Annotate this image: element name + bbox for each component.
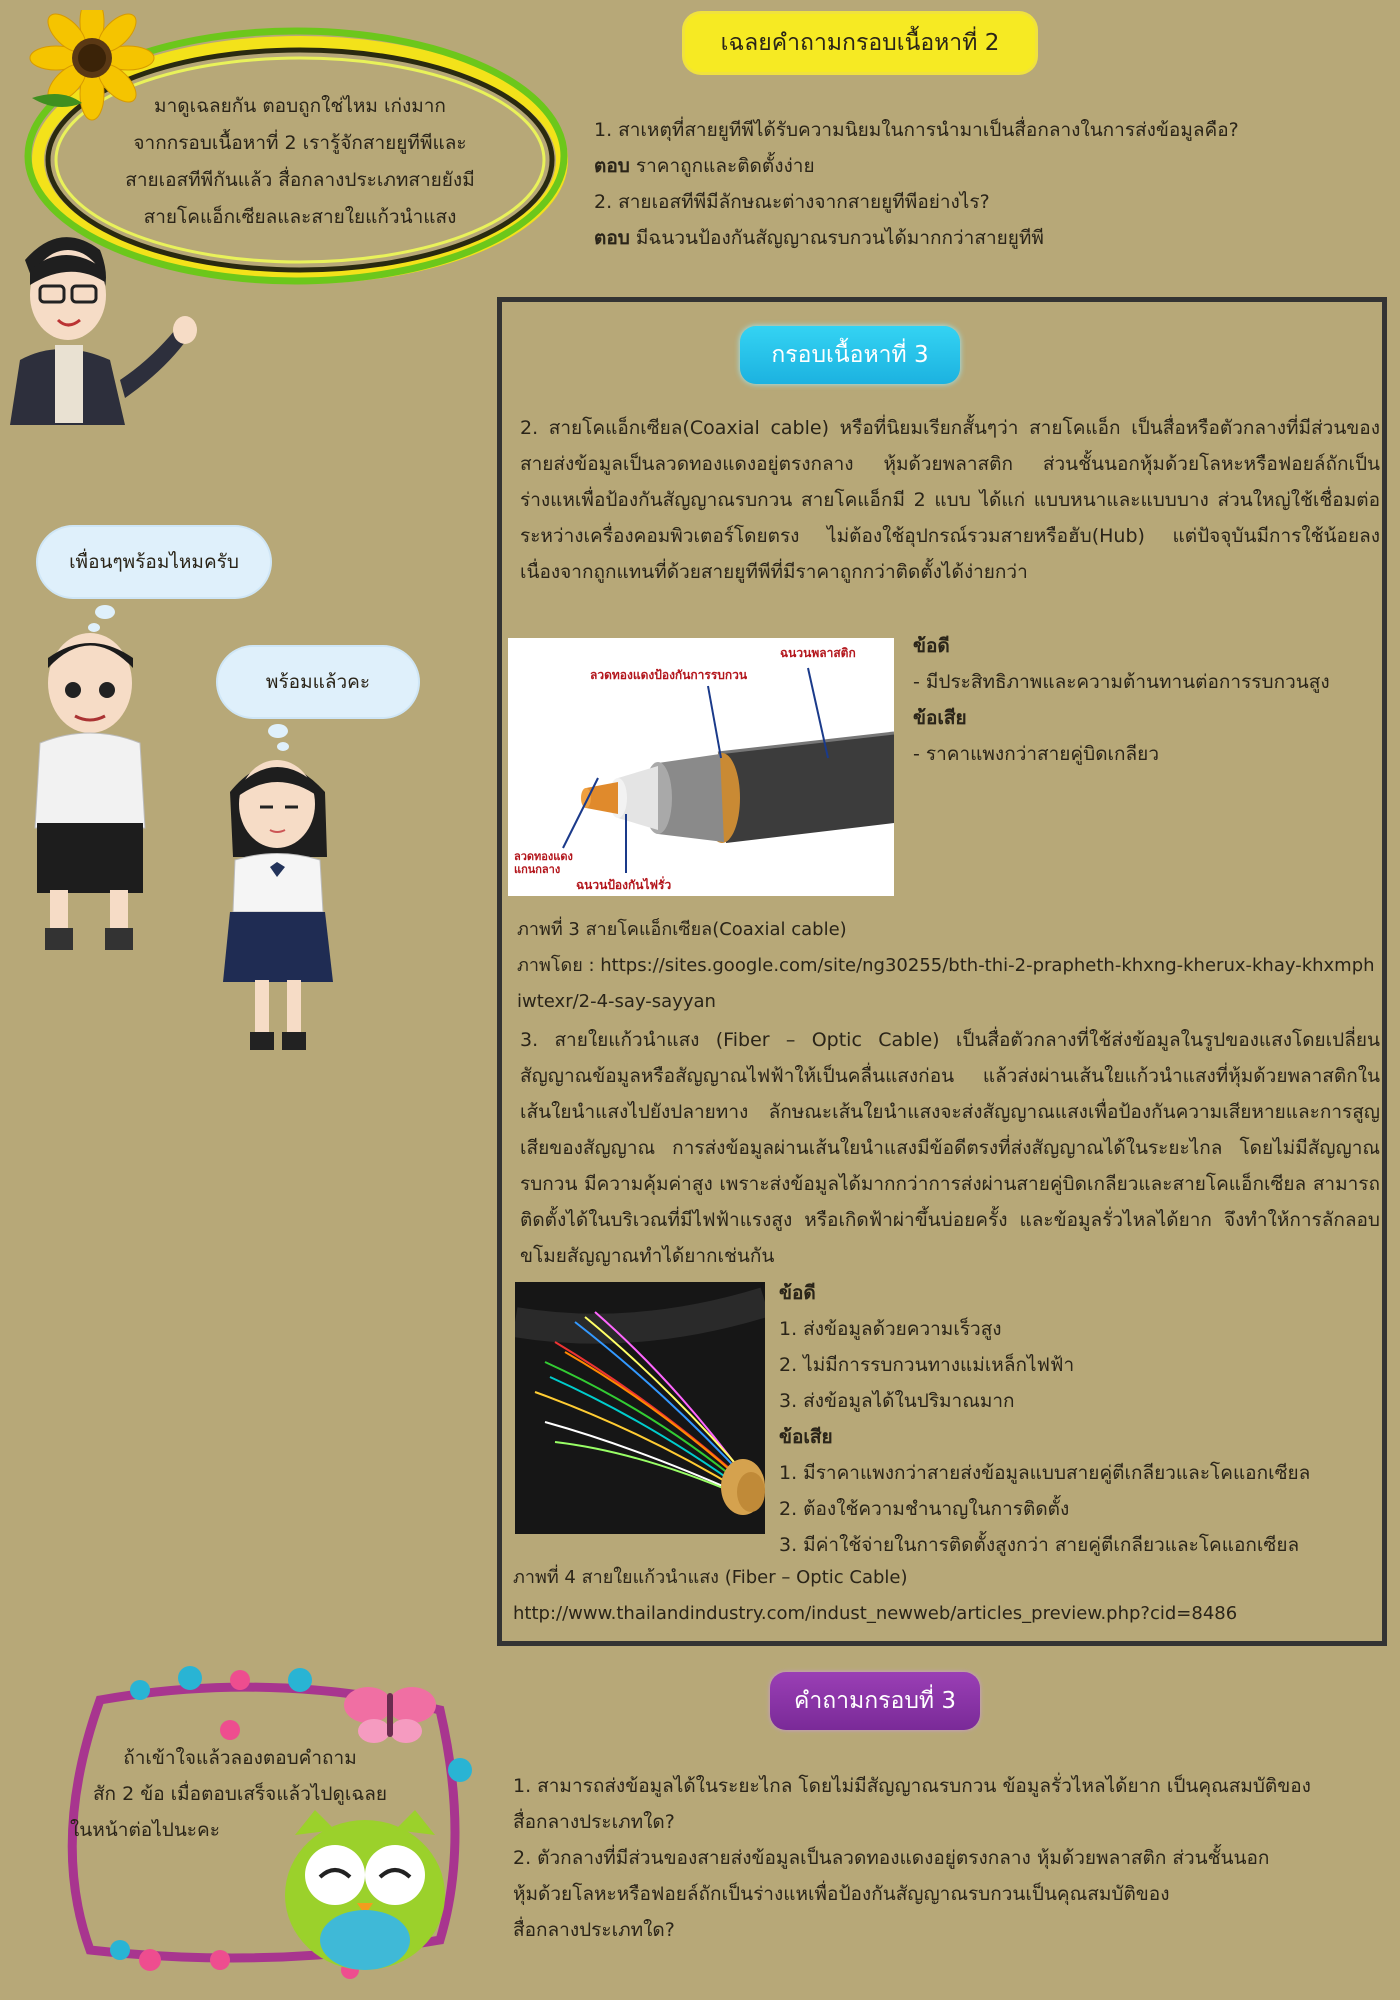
- fiber-caption-block: [513, 1560, 1383, 1632]
- teacher-line-2: จากกรอบเนื้อหาที่ 2 เรารู้จักสายยูทีพีและ: [133, 132, 467, 154]
- boy-student-avatar: [15, 628, 165, 958]
- fiber-pros-cons: [779, 1275, 1389, 1563]
- question-2-line-3: สื่อกลางประเภทใด?: [513, 1919, 675, 1941]
- coax-pros-cons: [913, 628, 1383, 772]
- girl-student-avatar: [215, 742, 345, 1057]
- answer-1-row: [594, 148, 1384, 184]
- coaxial-cable-image: [508, 638, 894, 896]
- coax-label-core: ลวดทองแดง แกนกลาง: [514, 850, 573, 876]
- fiber-credit[interactable]: http://www.thailandindustry.com/indust_newweb/articles_preview.php?cid=8486: [513, 1603, 1238, 1624]
- coax-caption: ภาพที่ 3 สายโคแอ็กเซียล(Coaxial cable): [517, 919, 847, 940]
- answer-2-label: ตอบ: [594, 227, 630, 249]
- fiber-pro-2: 2. ไม่มีการรบกวนทางแม่เหล็กไฟฟ้า: [779, 1354, 1075, 1376]
- girl-speech-cloud: [218, 647, 418, 717]
- answers-section-title: เฉลยคำถามกรอบเนื้อหาที่ 2: [685, 14, 1035, 72]
- butterfly-icon: [344, 1687, 436, 1743]
- coax-label-outer: ฉนวนพลาสติก: [780, 646, 856, 660]
- answer-1-text: ราคาถูกและติดตั้งง่าย: [635, 155, 815, 177]
- teacher-line-4: สายโคแอ็กเซียลและสายใยแก้วนำแสง: [143, 206, 457, 228]
- coax-cons-text: - ราคาแพงกว่าสายคู่บิดเกลียว: [913, 743, 1159, 765]
- answer-question-2: 2. สายเอสทีพีมีลักษณะต่างจากสายยูทีพีอย่างไร?: [594, 191, 990, 213]
- fiber-pro-3: 3. ส่งข้อมูลได้ในปริมาณมาก: [779, 1390, 1015, 1412]
- answer-1-label: ตอบ: [594, 155, 630, 177]
- fiber-con-2: 2. ต้องใช้ความชำนาญในการติดตั้ง: [779, 1498, 1070, 1520]
- boy-speech-text: เพื่อนๆพร้อมไหมครับ: [69, 551, 239, 573]
- fiber-paragraph: 3. สายใยแก้วนำแสง (Fiber – Optic Cable) เป็นสื่อตัวกลางที่ใช้ส่งข้อมูลในรูปของแสงโดยเปลี่ยนสัญญาณข้อมูลหรือสัญญาณไฟฟ้าให้เป็นคลื่นแสงก่อน แล้วส่งผ่านเส้นใยแก้วนำแสงที่หุ้มด้วยพลาสติกในเส้นใยนำแสงไปยังปลายทาง ลักษณะเส้นใยนำแสงจะส่งสัญญาณแสงเพื่อป้องกันความเสียหายและการสูญเสียของสัญญาณ การส่งข้อมูลผ่านเส้นใยนำแสงมีข้อดีตรงที่ส่งสัญญาณได้ในระยะไกล โดยไม่มีสัญญาณรบกวน มีความคุ้มค่าสูง เพราะส่งข้อมูลได้มากกว่าการส่งผ่านสายคู่บิดเกลียวและสายโคแอ็กเซียล สามารถติดตั้งได้ในบริเวณที่มีไฟฟ้าแรงสูง หรือเกิดฟ้าผ่าขึ้นบ่อยครั้ง และข้อมูลรั่วไหลได้ยาก จึงทำให้การลักลอบขโมยสัญญาณทำได้ยากเช่นกัน: [520, 1029, 1380, 1267]
- questions-block: [513, 1768, 1393, 1948]
- girl-cloud-tail-1: [268, 724, 288, 738]
- fiber-pros-label: ข้อดี: [779, 1282, 816, 1304]
- content-frame-title: กรอบเนื้อหาที่ 3: [740, 326, 960, 384]
- coax-caption-block: [517, 912, 1377, 1020]
- owl-note-line-3: ในหน้าต่อไปนะคะ: [70, 1819, 220, 1841]
- answer-2-row: [594, 220, 1384, 256]
- owl-note-line-1: ถ้าเข้าใจแล้วลองตอบคำถาม: [123, 1747, 357, 1769]
- owl-note-text: [60, 1740, 420, 1848]
- boy-cloud-tail-1: [95, 605, 115, 619]
- coax-cons-label: ข้อเสีย: [913, 707, 967, 729]
- questions-section-title: คำถามกรอบที่ 3: [770, 1672, 980, 1730]
- teacher-speech-text: [80, 88, 520, 236]
- question-2-line-1: 2. ตัวกลางที่มีส่วนของสายส่งข้อมูลเป็นลวดทองแดงอยู่ตรงกลาง หุ้มด้วยพลาสติก ส่วนชั้นนอก: [513, 1847, 1270, 1869]
- teacher-line-3: สายเอสทีพีกันแล้ว สื่อกลางประเภทสายยังมี: [125, 169, 475, 191]
- coax-credit[interactable]: ภาพโดย : https://sites.google.com/site/ng30255/bth-thi-2-prapheth-khxng-kherux-khay-khxmphiwtexr/2-4-say-sayyan: [517, 955, 1375, 1012]
- question-2-line-2: หุ้มด้วยโลหะหรือฟอยล์ถักเป็นร่างแหเพื่อป้องกันสัญญาณรบกวนเป็นคุณสมบัติของ: [513, 1883, 1170, 1905]
- coax-label-insulator: ฉนวนป้องกันไฟรั่ว: [576, 878, 672, 892]
- answer-question-1: 1. สาเหตุที่สายยูทีพีได้รับความนิยมในการนำมาเป็นสื่อกลางในการส่งข้อมูลคือ?: [594, 119, 1239, 141]
- coax-paragraph: 2. สายโคแอ็กเซียล(Coaxial cable) หรือที่นิยมเรียกสั้นๆว่า สายโคแอ็ก เป็นสื่อหรือตัวกลางที่มีส่วนของสายส่งข้อมูลเป็นลวดทองแดงอยู่ตรงกลาง หุ้มด้วยพลาสติก ส่วนชั้นนอกหุ้มด้วยโลหะหรือฟอยล์ถักเป็นร่างแหเพื่อป้องกันสัญญาณรบกวน สายโคแอ็กมี 2 แบบ ได้แก่ แบบหนาและแบบบาง ส่วนใหญ่ใช้เชื่อมต่อระหว่างเครื่องคอมพิวเตอร์โดยตรง ไม่ต้องใช้อุปกรณ์รวมสายหรือฮับ(Hub) แต่ปัจจุบันมีการใช้น้อยลงเนื่องจากถูกแทนที่ด้วยสายยูทีพีที่มีราคาถูกกว่าติดตั้งได้ง่ายกว่า: [520, 417, 1380, 583]
- boy-speech-cloud: [38, 527, 270, 597]
- fiber-con-1: 1. มีราคาแพงกว่าสายส่งข้อมูลแบบสายคู่ตีเกลียวและโคแอกเซียล: [779, 1462, 1311, 1484]
- coax-pros-label: ข้อดี: [913, 635, 950, 657]
- fiber-con-3: 3. มีค่าใช้จ่ายในการติดตั้งสูงกว่า สายคู่ตีเกลียวและโคแอกเซียล: [779, 1534, 1300, 1556]
- question-1-line-1: 1. สามารถส่งข้อมูลได้ในระยะไกล โดยไม่มีสัญญาณรบกวน ข้อมูลรั่วไหลได้ยาก เป็นคุณสมบัติของ: [513, 1775, 1311, 1797]
- teacher-line-1: มาดูเฉลยกัน ตอบถูกใช่ไหม เก่งมาก: [154, 95, 446, 117]
- question-1-line-2: สื่อกลางประเภทใด?: [513, 1811, 675, 1833]
- coax-pros-text: - มีประสิทธิภาพและความต้านทานต่อการรบกวนสูง: [913, 671, 1330, 693]
- fiber-cons-label: ข้อเสีย: [779, 1426, 833, 1448]
- teacher-avatar: [0, 220, 210, 425]
- fiber-optic-image: [515, 1282, 765, 1534]
- coax-label-shield: ลวดทองแดงป้องกันการรบกวน: [590, 668, 748, 682]
- owl-note-line-2: สัก 2 ข้อ เมื่อตอบเสร็จแล้วไปดูเฉลย: [92, 1783, 388, 1805]
- fiber-caption: ภาพที่ 4 สายใยแก้วนำแสง (Fiber – Optic Cable): [513, 1567, 908, 1588]
- girl-speech-text: พร้อมแล้วคะ: [265, 671, 371, 693]
- answers-block: [594, 112, 1384, 256]
- answer-2-text: มีฉนวนป้องกันสัญญาณรบกวนได้มากกว่าสายยูทีพี: [635, 227, 1044, 249]
- fiber-pro-1: 1. ส่งข้อมูลด้วยความเร็วสูง: [779, 1318, 1002, 1340]
